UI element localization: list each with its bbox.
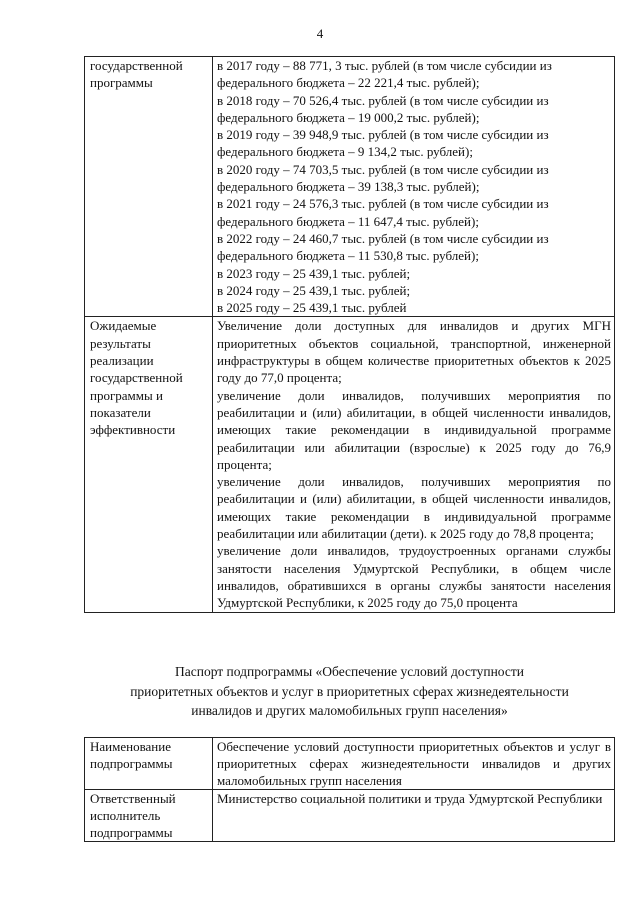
label-line: подпрограммы [90, 756, 173, 771]
result-paragraph: Увеличение доли доступных для инвалидов и других МГН приоритетных объектов социальной, транспортной, инженерной инфраструктуры в общем количестве приоритетных объектов к 2025 году до 77,0 процента; [217, 318, 611, 386]
funding-line: федерального бюджета – 9 134,2 тыс. рублей); [217, 144, 473, 160]
title-line: приоритетных объектов и услуг в приоритетных сферах жизнедеятельности [130, 683, 569, 699]
label-line: Ответственный [90, 791, 176, 806]
label-line: показатели [90, 404, 151, 420]
label-line: результаты [90, 335, 151, 351]
funding-by-year [213, 57, 615, 317]
funding-line: в 2025 году – 25 439,1 тыс. рублей [217, 300, 407, 316]
subprogram-passport-table [84, 737, 615, 842]
label-line: исполнитель [90, 808, 161, 823]
label-line: реализации [90, 353, 154, 369]
table-row [85, 790, 615, 842]
funding-line: в 2018 году – 70 526,4 тыс. рублей (в том числе субсидии из [217, 92, 549, 108]
table-row [85, 57, 615, 317]
funding-line: в 2023 году – 25 439,1 тыс. рублей; [217, 265, 411, 281]
funding-line: в 2019 году – 39 948,9 тыс. рублей (в том числе субсидии из [217, 127, 549, 143]
row-label-executor [85, 790, 213, 842]
label-line: программы [90, 75, 153, 91]
label-line: государственной [90, 58, 183, 73]
subprogram-name: Обеспечение условий доступности приоритетных объектов и услуг в приоритетных сферах жизнедеятельности инвалидов и других маломобильных групп населения [213, 738, 615, 790]
funding-line: в 2022 году – 24 460,7 тыс. рублей (в том числе субсидии из [217, 230, 549, 246]
label-line: программы и [90, 387, 163, 403]
label-line: государственной [90, 370, 183, 386]
page-number: 4 [316, 26, 324, 41]
responsible-executor: Министерство социальной политики и труда Удмуртской Республики [213, 790, 615, 842]
expected-results [213, 317, 615, 612]
result-paragraph: увеличение доли инвалидов, трудоустроенных органами службы занятости населения Удмуртской Республики, в общем числе инвалидов, обратившихся в органы службы занятости населения Удмуртской Республики, к 2025 году до 75,0 процента [217, 543, 611, 611]
funding-line: федерального бюджета – 39 138,3 тыс. рублей); [217, 179, 480, 195]
row-label-funding [85, 57, 213, 317]
funding-line: в 2021 году – 24 576,3 тыс. рублей (в том числе субсидии из [217, 196, 549, 212]
row-label-expected-results [85, 317, 213, 612]
result-paragraph: увеличение доли инвалидов, получивших мероприятия по реабилитации и (или) абилитации, в общей численности инвалидов, имеющих такие рекомендации в индивидуальной программе реабилитации или абилитации (взрослые) к 2025 году до 76,9 процента; [217, 387, 611, 472]
table-row [85, 317, 615, 612]
funding-line: федерального бюджета – 11 530,8 тыс. рублей); [217, 248, 479, 264]
funding-line: федерального бюджета – 11 647,4 тыс. рублей); [217, 213, 479, 229]
funding-line: федерального бюджета – 22 221,4 тыс. рублей); [217, 75, 480, 91]
funding-line: в 2024 году – 25 439,1 тыс. рублей; [217, 282, 411, 298]
label-line: эффективности [90, 422, 176, 438]
title-line: инвалидов и других маломобильных групп населения» [191, 703, 508, 718]
subprogram-passport-title [84, 662, 615, 721]
program-passport-table [84, 56, 615, 613]
label-line: Наименование [90, 739, 171, 754]
funding-line: в 2020 году – 74 703,5 тыс. рублей (в том числе субсидии из [217, 161, 549, 177]
row-label-name [85, 738, 213, 790]
title-line: Паспорт подпрограммы «Обеспечение условий доступности [174, 664, 525, 679]
label-line: Ожидаемые [90, 318, 157, 334]
table-row [85, 738, 615, 790]
funding-line: в 2017 году – 88 771, 3 тыс. рублей (в том числе субсидии из [217, 58, 552, 73]
label-line: подпрограммы [90, 825, 173, 840]
funding-line: федерального бюджета – 19 000,2 тыс. рублей); [217, 109, 480, 125]
result-paragraph: увеличение доли инвалидов, получивших мероприятия по реабилитации и (или) абилитации, в общей численности инвалидов, имеющих такие рекомендации в индивидуальной программе реабилитации или абилитации (дети). к 2025 году до 78,8 процента; [217, 474, 611, 542]
